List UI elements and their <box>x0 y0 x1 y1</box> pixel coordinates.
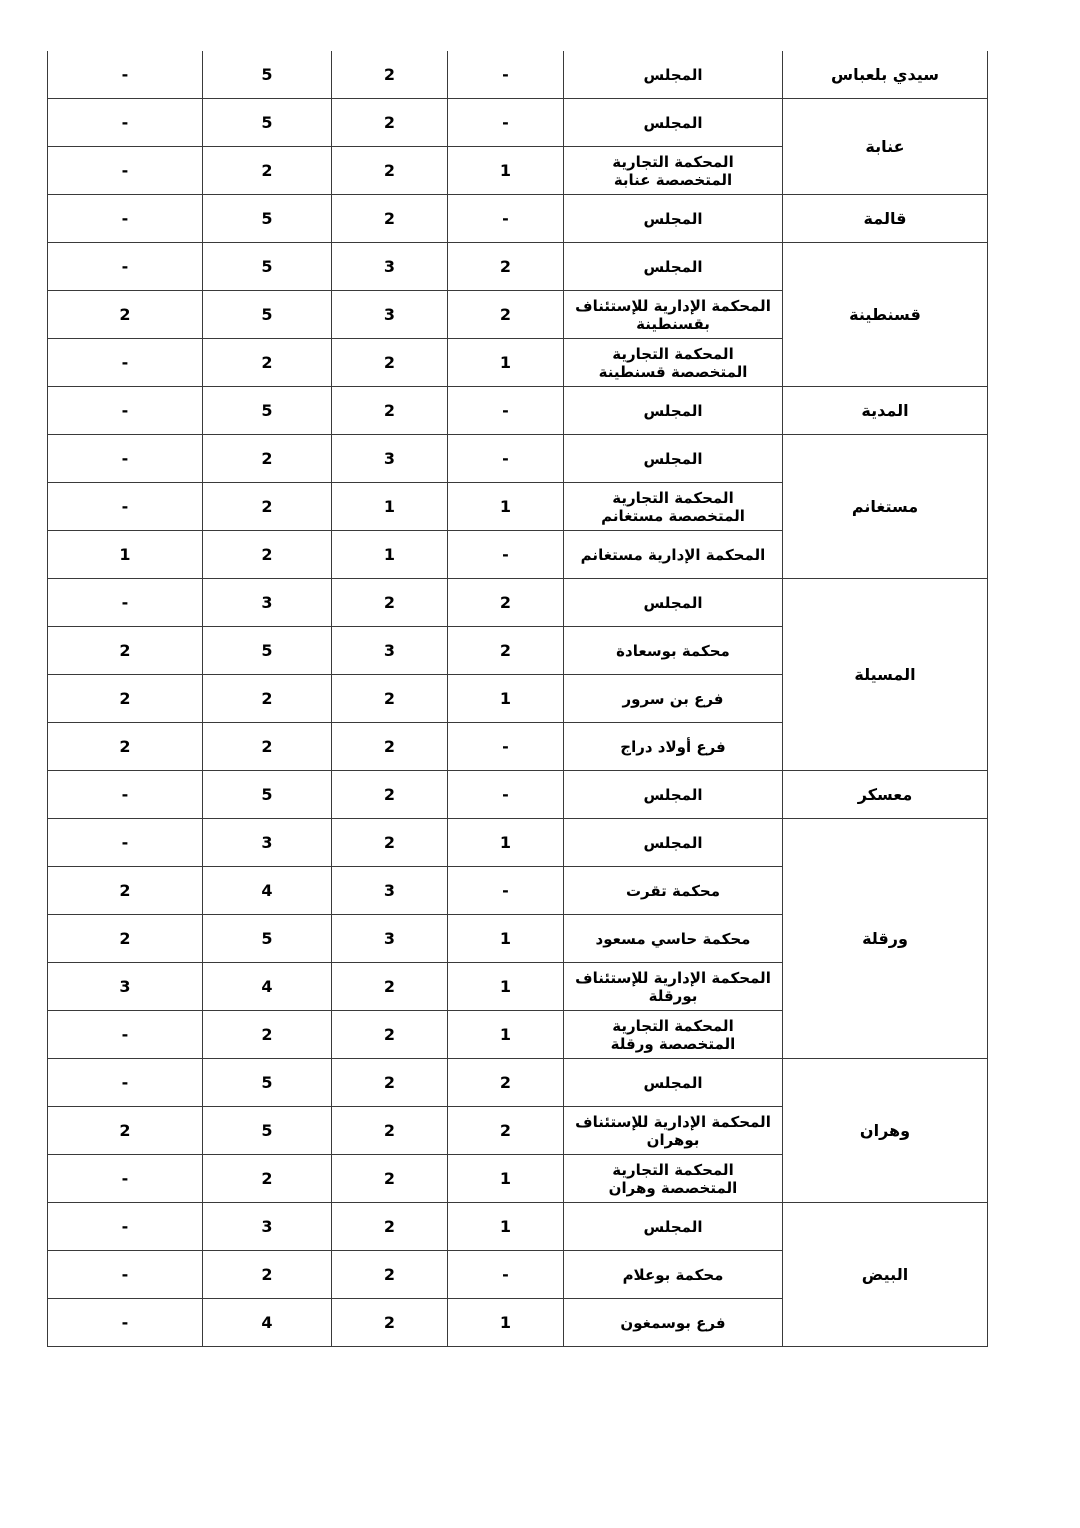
count-cell-c4: - <box>48 51 203 99</box>
count-cell-c1: - <box>448 531 564 579</box>
count-cell-c4: - <box>48 579 203 627</box>
table-row <box>48 435 988 483</box>
state-name-cell: مستغانم <box>783 435 988 579</box>
count-cell-c3: 4 <box>203 1299 332 1347</box>
court-name-cell <box>564 435 783 483</box>
count-cell-c2: 3 <box>332 627 448 675</box>
count-cell-c3: 2 <box>203 723 332 771</box>
court-name-cell <box>564 1251 783 1299</box>
count-cell-c2: 1 <box>332 483 448 531</box>
court-name-cell <box>564 867 783 915</box>
count-cell-c1: 2 <box>448 579 564 627</box>
court-name-cell <box>564 627 783 675</box>
court-name: محكمة بوسعادة <box>616 641 730 660</box>
count-cell-c1: 2 <box>448 1059 564 1107</box>
count-cell-c3: 4 <box>203 867 332 915</box>
court-name: المجلس <box>643 257 703 276</box>
count-cell-c3: 2 <box>203 147 332 195</box>
court-name: المحكمة الإدارية للإستئناف بورقلة <box>575 968 771 1005</box>
count-cell-c3: 2 <box>203 531 332 579</box>
count-cell-c1: - <box>448 435 564 483</box>
count-cell-c3: 5 <box>203 915 332 963</box>
court-name: المحكمة الإدارية مستغانم <box>580 545 766 564</box>
court-name-cell <box>564 723 783 771</box>
count-cell-c3: 2 <box>203 1155 332 1203</box>
count-cell-c1: - <box>448 99 564 147</box>
count-cell-c3: 2 <box>203 1011 332 1059</box>
count-cell-c2: 3 <box>332 915 448 963</box>
count-cell-c2: 2 <box>332 195 448 243</box>
table-row <box>48 243 988 291</box>
count-cell-c3: 2 <box>203 1251 332 1299</box>
count-cell-c3: 5 <box>203 387 332 435</box>
count-cell-c1: 1 <box>448 339 564 387</box>
count-cell-c2: 3 <box>332 867 448 915</box>
count-cell-c2: 2 <box>332 1203 448 1251</box>
count-cell-c1: 1 <box>448 675 564 723</box>
court-name-cell <box>564 99 783 147</box>
count-cell-c4: - <box>48 1155 203 1203</box>
count-cell-c4: - <box>48 1011 203 1059</box>
count-cell-c2: 2 <box>332 819 448 867</box>
court-name-cell <box>564 1059 783 1107</box>
count-cell-c4: - <box>48 339 203 387</box>
count-cell-c4: - <box>48 147 203 195</box>
count-cell-c3: 5 <box>203 291 332 339</box>
table-row <box>48 1059 988 1107</box>
table-row <box>48 99 988 147</box>
count-cell-c3: 5 <box>203 243 332 291</box>
state-name-cell: ورقلة <box>783 819 988 1059</box>
count-cell-c2: 2 <box>332 147 448 195</box>
court-name-cell <box>564 291 783 339</box>
court-name: المجلس <box>643 785 703 804</box>
count-cell-c1: 2 <box>448 291 564 339</box>
court-allocation-table <box>47 51 988 1347</box>
state-name-cell: قالمة <box>783 195 988 243</box>
count-cell-c4: 2 <box>48 627 203 675</box>
count-cell-c2: 2 <box>332 387 448 435</box>
table-row <box>48 387 988 435</box>
count-cell-c1: - <box>448 1251 564 1299</box>
count-cell-c4: - <box>48 1203 203 1251</box>
count-cell-c2: 3 <box>332 291 448 339</box>
count-cell-c3: 2 <box>203 339 332 387</box>
count-cell-c4: 2 <box>48 867 203 915</box>
court-name-cell <box>564 1107 783 1155</box>
court-name-cell <box>564 579 783 627</box>
count-cell-c3: 5 <box>203 627 332 675</box>
count-cell-c3: 4 <box>203 963 332 1011</box>
state-name-cell: المسيلة <box>783 579 988 771</box>
court-name-cell <box>564 1203 783 1251</box>
court-name: فرع بن سرور <box>622 689 724 708</box>
count-cell-c3: 5 <box>203 771 332 819</box>
court-name: المجلس <box>643 1073 703 1092</box>
count-cell-c3: 3 <box>203 579 332 627</box>
count-cell-c1: 1 <box>448 1299 564 1347</box>
state-name-cell: وهران <box>783 1059 988 1203</box>
count-cell-c3: 3 <box>203 819 332 867</box>
table-row <box>48 195 988 243</box>
court-name-cell <box>564 1155 783 1203</box>
count-cell-c2: 1 <box>332 531 448 579</box>
count-cell-c3: 2 <box>203 675 332 723</box>
table-row <box>48 819 988 867</box>
count-cell-c2: 2 <box>332 99 448 147</box>
count-cell-c4: - <box>48 819 203 867</box>
court-name: محكمة تقرت <box>625 881 721 900</box>
count-cell-c2: 2 <box>332 1251 448 1299</box>
state-name-cell: عنابة <box>783 99 988 195</box>
court-name-cell <box>564 915 783 963</box>
count-cell-c1: - <box>448 723 564 771</box>
court-name: المحكمة الإدارية للإستئناف بقسنطينة <box>575 296 771 333</box>
count-cell-c4: 2 <box>48 915 203 963</box>
count-cell-c2: 2 <box>332 579 448 627</box>
court-name-cell <box>564 675 783 723</box>
count-cell-c1: 1 <box>448 915 564 963</box>
table-row <box>48 51 988 99</box>
court-name: المحكمة التجارية المتخصصة وهران <box>608 1160 738 1197</box>
count-cell-c4: - <box>48 483 203 531</box>
court-name-cell <box>564 387 783 435</box>
count-cell-c4: - <box>48 243 203 291</box>
court-name: المحكمة التجارية المتخصصة ورقلة <box>610 1016 736 1053</box>
state-name-cell: معسكر <box>783 771 988 819</box>
table-row <box>48 579 988 627</box>
count-cell-c4: - <box>48 387 203 435</box>
state-name-cell: البيض <box>783 1203 988 1347</box>
court-name: المجلس <box>643 1217 703 1236</box>
count-cell-c2: 2 <box>332 1059 448 1107</box>
court-name-cell <box>564 147 783 195</box>
count-cell-c2: 2 <box>332 963 448 1011</box>
count-cell-c2: 3 <box>332 435 448 483</box>
count-cell-c4: - <box>48 195 203 243</box>
count-cell-c4: - <box>48 1251 203 1299</box>
count-cell-c2: 2 <box>332 675 448 723</box>
count-cell-c3: 5 <box>203 1107 332 1155</box>
table-body <box>48 51 988 1347</box>
count-cell-c4: - <box>48 99 203 147</box>
count-cell-c1: - <box>448 867 564 915</box>
count-cell-c3: 3 <box>203 1203 332 1251</box>
court-name-cell <box>564 195 783 243</box>
court-name-cell <box>564 243 783 291</box>
count-cell-c1: - <box>448 387 564 435</box>
court-name: المجلس <box>643 113 703 132</box>
court-name: المجلس <box>643 401 703 420</box>
court-name: فرع أولاد دراج <box>620 737 726 756</box>
court-name-cell <box>564 963 783 1011</box>
count-cell-c4: 2 <box>48 723 203 771</box>
court-name: المحكمة الإدارية للإستئناف بوهران <box>575 1112 771 1149</box>
court-name-cell <box>564 1299 783 1347</box>
court-name: المجلس <box>643 833 703 852</box>
count-cell-c1: 2 <box>448 243 564 291</box>
count-cell-c2: 2 <box>332 339 448 387</box>
count-cell-c1: 1 <box>448 483 564 531</box>
count-cell-c1: 1 <box>448 819 564 867</box>
court-name-cell <box>564 819 783 867</box>
count-cell-c1: 1 <box>448 1011 564 1059</box>
table-row <box>48 771 988 819</box>
court-name-cell <box>564 339 783 387</box>
count-cell-c2: 2 <box>332 723 448 771</box>
count-cell-c1: 1 <box>448 1203 564 1251</box>
court-name-cell <box>564 771 783 819</box>
count-cell-c1: 2 <box>448 1107 564 1155</box>
count-cell-c1: 1 <box>448 1155 564 1203</box>
count-cell-c1: 2 <box>448 627 564 675</box>
court-name: المجلس <box>643 65 703 84</box>
count-cell-c4: 1 <box>48 531 203 579</box>
count-cell-c2: 3 <box>332 243 448 291</box>
court-name: المحكمة التجارية المتخصصة مستغانم <box>601 488 745 525</box>
count-cell-c1: - <box>448 195 564 243</box>
count-cell-c2: 2 <box>332 1155 448 1203</box>
count-cell-c2: 2 <box>332 1011 448 1059</box>
count-cell-c3: 5 <box>203 99 332 147</box>
state-name-cell: قسنطينة <box>783 243 988 387</box>
count-cell-c3: 2 <box>203 483 332 531</box>
court-name-cell <box>564 531 783 579</box>
count-cell-c4: 2 <box>48 1107 203 1155</box>
court-name: فرع بوسمغون <box>620 1313 726 1332</box>
court-name: المحكمة التجارية المتخصصة قسنطينة <box>598 344 748 381</box>
count-cell-c3: 5 <box>203 195 332 243</box>
court-name: المجلس <box>643 449 703 468</box>
count-cell-c4: - <box>48 771 203 819</box>
count-cell-c4: 2 <box>48 291 203 339</box>
count-cell-c4: 3 <box>48 963 203 1011</box>
court-name-cell <box>564 51 783 99</box>
count-cell-c2: 2 <box>332 1299 448 1347</box>
count-cell-c3: 5 <box>203 51 332 99</box>
table-row <box>48 1203 988 1251</box>
count-cell-c2: 2 <box>332 1107 448 1155</box>
count-cell-c1: - <box>448 771 564 819</box>
count-cell-c1: 1 <box>448 147 564 195</box>
count-cell-c1: 1 <box>448 963 564 1011</box>
count-cell-c4: - <box>48 435 203 483</box>
count-cell-c1: - <box>448 51 564 99</box>
count-cell-c3: 2 <box>203 435 332 483</box>
court-name-cell <box>564 483 783 531</box>
count-cell-c2: 2 <box>332 51 448 99</box>
count-cell-c4: - <box>48 1059 203 1107</box>
count-cell-c4: - <box>48 1299 203 1347</box>
court-name: محكمة حاسي مسعود <box>595 929 751 948</box>
court-name: المحكمة التجارية المتخصصة عنابة <box>612 152 734 189</box>
court-name: المجلس <box>643 593 703 612</box>
state-name-cell: المدية <box>783 387 988 435</box>
count-cell-c4: 2 <box>48 675 203 723</box>
court-name-cell <box>564 1011 783 1059</box>
court-name: المجلس <box>643 209 703 228</box>
count-cell-c3: 5 <box>203 1059 332 1107</box>
state-name-cell: سيدي بلعباس <box>783 51 988 99</box>
count-cell-c2: 2 <box>332 771 448 819</box>
court-name: محكمة بوعلام <box>622 1265 724 1284</box>
